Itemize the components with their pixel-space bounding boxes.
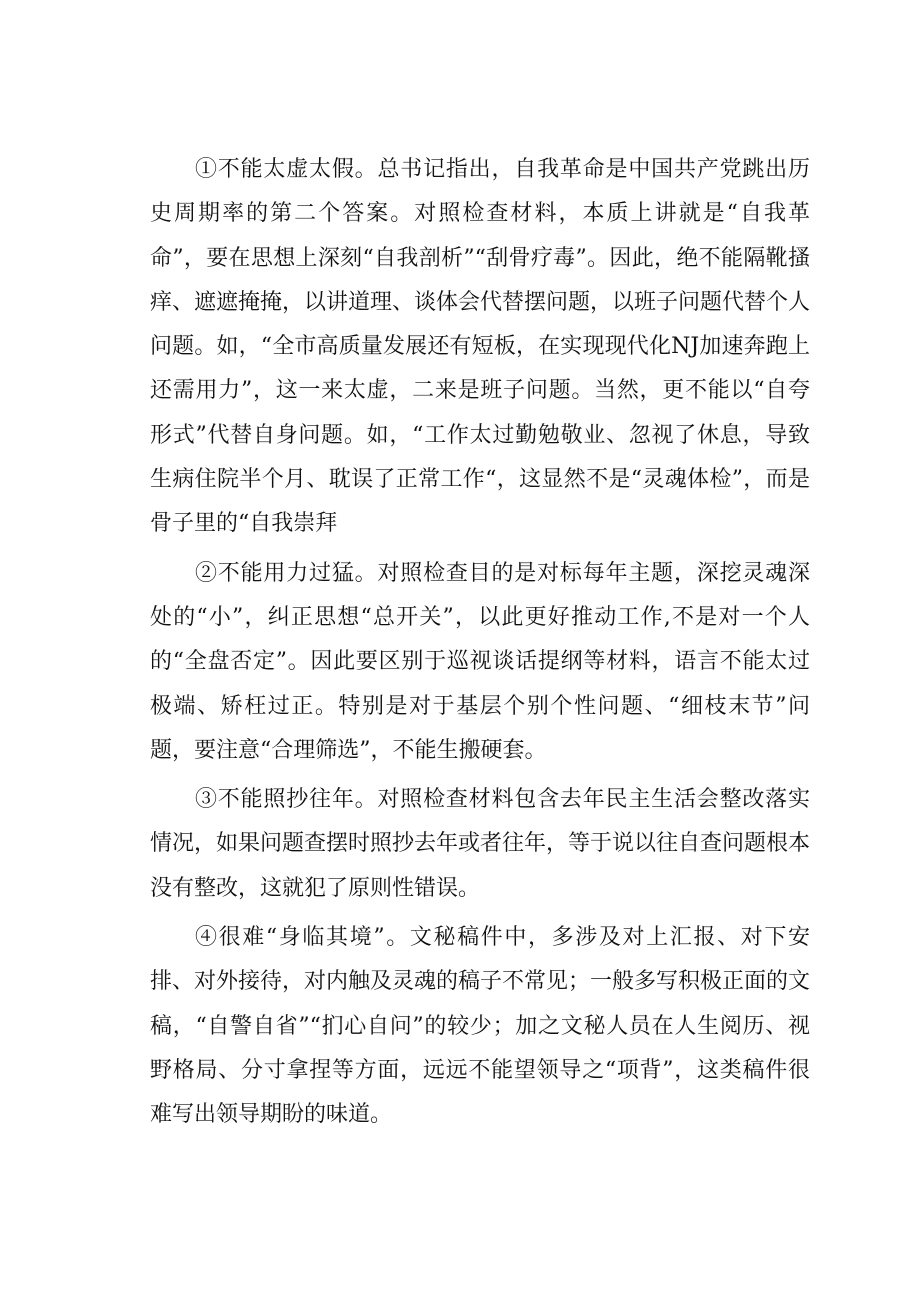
paragraph-4: ④很难“身临其境”。文秘稿件中，多涉及对上汇报、对下安排、对外接待，对内触及灵魂的稿子不常见；一般多写积极正面的文稿，“自警自省”“扪心自问”的较少；加之文秘人员在人生阅历、视野格局、分寸拿捏等方面，远远不能望领导之“项背”，这类稿件很难写出领导期盼的味道。 xyxy=(150,925,811,1128)
paragraph-2: ②不能用力过猛。对照检查目的是对标每年主题，深挖灵魂深处的“小”，纠正思想“总开关”，以此更好推动工作,不是对一个人的“全盘否定”。因此要区别于巡视谈话提纲等材料，语言不能太过极端、矫枉过正。特别是对于基层个别个性问题、“细枝末节”问题，要注意“合理筛选”，不能生搬硬套。 xyxy=(150,560,810,763)
paragraph-3: ③不能照抄往年。对照检查材料包含去年民主生活会整改落实情况，如果问题查摆时照抄去年或者往年，等于说以往自查问题根本没有整改，这就犯了原则性错误。 xyxy=(150,787,811,901)
document-body xyxy=(150,148,810,1143)
paragraph-1: ①不能太虚太假。总书记指出，自我革命是中国共产党跳出历史周期率的第二个答案。对照检查材料，本质上讲就是“自我革命”，要在思想上深刻“自我剖析”“刮骨疗毒”。因此，绝不能隔靴搔痒、遮遮掩掩，以讲道理、谈体会代替摆问题，以班子问题代替个人问题。如，“全市高质量发展还有短板，在实现现代化NJ加速奔跑上还需用力”，这一来太虚，二来是班子问题。当然，更不能以“自夸形式”代替自身问题。如，“工作太过勤勉敬业、忽视了休息，导致生病住院半个月、耽误了正常工作“，这显然不是“灵魂体检”，而是骨子里的“自我崇拜 xyxy=(150,157,811,537)
